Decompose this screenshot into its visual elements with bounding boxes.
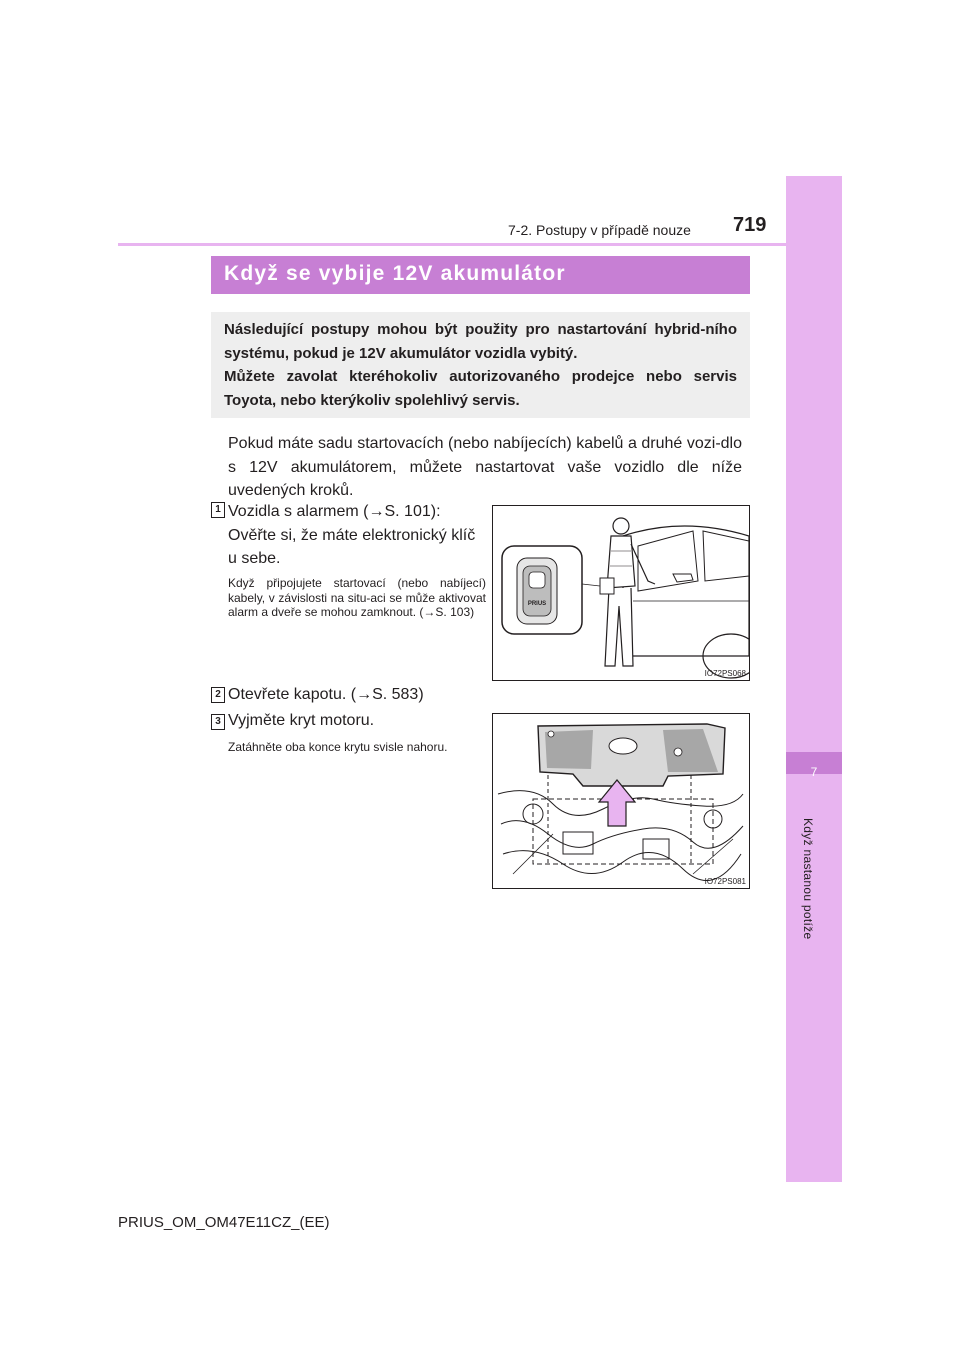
step-number-2: 2 [211,687,225,703]
chapter-title: Když nastanou potíže [801,818,815,940]
figure-code-2: IO72PS081 [704,877,746,886]
intro-paragraph-1: Následující postupy mohou být použity pro nastartování hybrid-ního systému, pokud je 12V akumulátor vozidla vybitý. [224,321,737,362]
chapter-number: 7 [810,765,818,779]
step-text-3: Vyjměte kryt motoru. [228,712,375,729]
page-number: 719 [733,214,767,236]
footer-document-code: PRIUS_OM_OM47E11CZ_(EE) [118,1214,330,1231]
illustration-engine-cover-removal [493,714,749,888]
section-title: 7-2. Postupy v případě nouze [508,222,691,238]
chapter-side-tab [786,176,842,1182]
figure-code-1: IO72PS068 [704,669,746,678]
key-logo-text: PRIUS [527,601,547,607]
header-rule [118,243,786,246]
intro-paragraph-2: Můžete zavolat kteréhokoliv autorizovaného prodejce nebo servis Toyota, nebo kterýkoliv spolehlivý servis. [224,368,737,409]
page-heading: Když se vybije 12V akumulátor [224,262,566,285]
step-note-3: Zatáhněte oba konce krytu svisle nahoru. [228,740,448,754]
step-note-1: Když připojujete startovací (nebo nabíjecí) kabely, v závislosti na situ-aci se může aktivovat alarm a dveře se mohou zamknout. (→S. 103) [228,576,486,619]
step-number-1: 1 [211,502,225,518]
intro-box [211,312,750,418]
body-paragraph: Pokud máte sadu startovacích (nebo nabíjecích) kabelů a druhé vozi-dlo s 12V akumulátorem, můžete nastartovat vaše vozidlo dle níže uvedených kroků. [228,435,742,499]
step-text-2: Otevřete kapotu. (→S. 583) [228,686,424,703]
figure-key-at-door [492,505,750,681]
step-text-1: Vozidla s alarmem (→S. 101): Ověřte si, že máte elektronický klíč u sebe. [228,503,476,567]
step-number-3: 3 [211,714,225,730]
illustration-person-with-key [493,506,749,680]
figure-engine-cover [492,713,750,889]
